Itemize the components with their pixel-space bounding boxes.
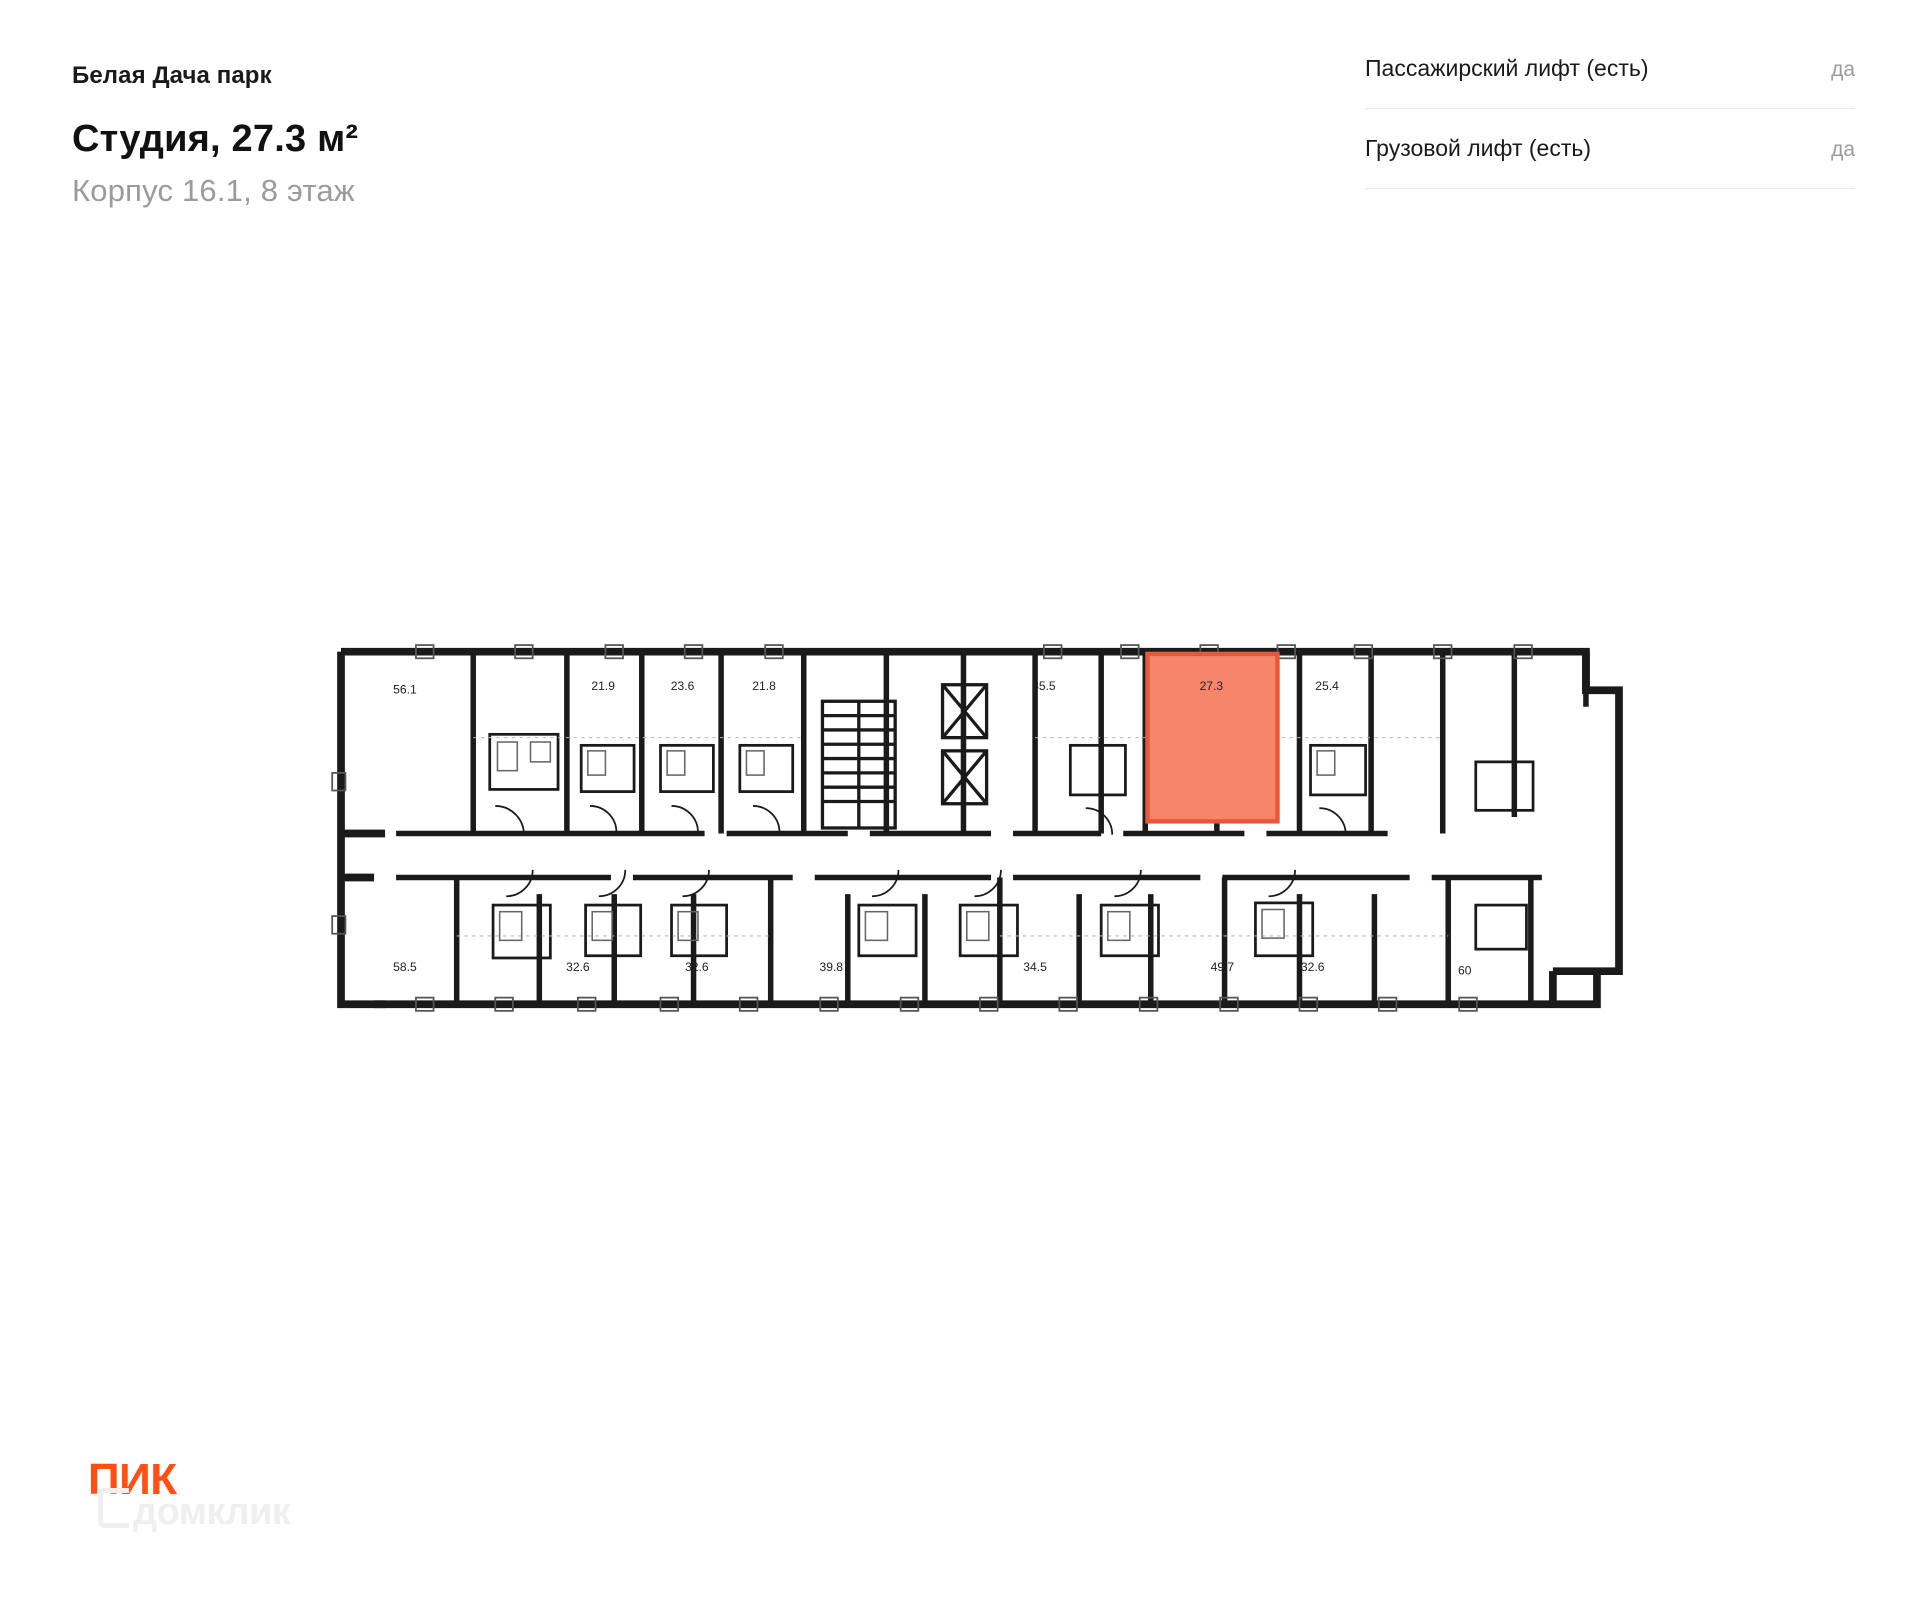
spec-list (1365, 55, 1855, 189)
domclick-mark-icon (98, 1488, 129, 1528)
unit-area-label: 35.5 (1032, 679, 1056, 694)
unit-area-label: 60 (1458, 963, 1472, 978)
complex-name: Белая Дача парк (72, 62, 272, 89)
unit-area-label-selected: 27.3 (1199, 679, 1224, 694)
spec-row (1365, 55, 1855, 109)
floor-plan[interactable] (330, 640, 1630, 1060)
domclick-watermark (98, 1488, 290, 1531)
title-block (72, 62, 358, 209)
spec-value-freight-elevator: да (1831, 138, 1855, 161)
spec-row (1365, 135, 1855, 189)
page-header (0, 0, 1920, 270)
unit-area-label: 21.9 (591, 679, 616, 694)
unit-area-label: 39.8 (819, 960, 844, 975)
plan-walls (332, 645, 1619, 1011)
unit-area-label: 58.5 (393, 960, 417, 975)
domclick-watermark-text: домклик (133, 1491, 291, 1533)
unit-area-label: 21.8 (752, 679, 776, 694)
unit-area-label: 56.1 (393, 682, 417, 697)
page-title: Студия, 27.3 м² (72, 118, 359, 160)
unit-area-label: 32.6 (1300, 960, 1325, 975)
unit-area-label: 32.6 (685, 960, 709, 975)
footer (88, 1455, 508, 1538)
floor-plan-svg[interactable] (330, 640, 1630, 1060)
unit-area-label: 49.7 (1210, 960, 1235, 975)
unit-area-label: 34.5 (1023, 960, 1047, 975)
unit-area-labels (393, 679, 1472, 977)
unit-area-label: 25.4 (1315, 679, 1339, 694)
pik-logo: ПИК (88, 1455, 177, 1504)
spec-value-passenger-elevator: да (1831, 58, 1855, 81)
page-subtitle: Корпус 16.1, 8 этаж (72, 173, 355, 208)
spec-label-passenger-elevator: Пассажирский лифт (есть) (1365, 55, 1649, 81)
unit-area-label: 32.6 (566, 960, 590, 975)
spec-label-freight-elevator: Грузовой лифт (есть) (1365, 135, 1592, 161)
unit-area-label: 23.6 (670, 679, 695, 694)
